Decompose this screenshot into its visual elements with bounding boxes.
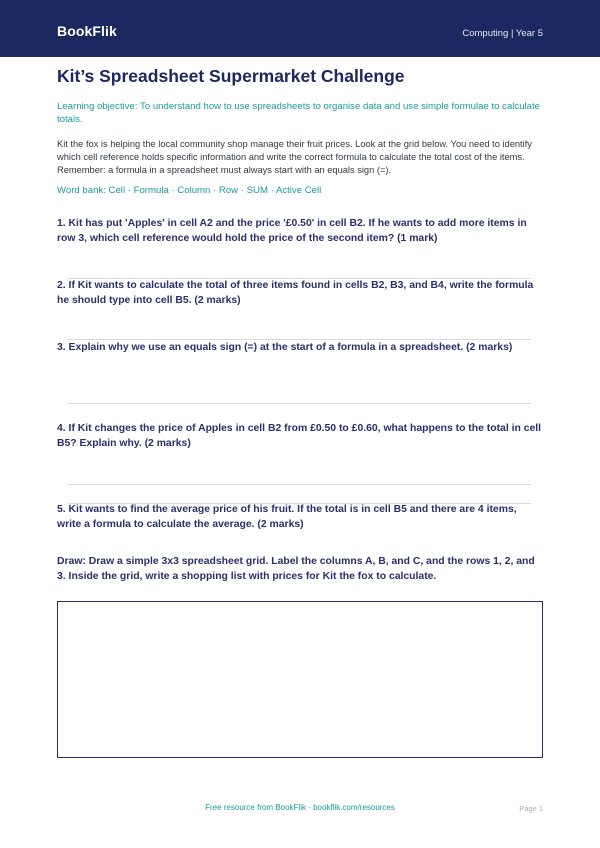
intro-paragraph: Kit the fox is helping the local community shop manage their fruit prices. Look at the grid below. You need to identify which cell reference holds specific information and write the correct formula to calculate the total cost of the items. Remember: a formula in a spreadsheet must always start with an equals sign (=). xyxy=(57,139,532,175)
question-5: 5. Kit wants to find the average price of his fruit. If the total is in cell B5 and there are 4 items, write a formula to calculate the average. (2 marks) xyxy=(57,504,517,530)
question-4: 4. If Kit changes the price of Apples in cell B2 from £0.50 to £0.60, what happens to the total in cell B5? Explain why. (2 marks) xyxy=(57,423,542,449)
footer-resource-text: Free resource from BookFlik · bookflik.com/resources xyxy=(205,803,395,812)
question-3: 3. Explain why we use an equals sign (=) at the start of a formula in a spreadsheet. (2 marks) xyxy=(57,342,513,353)
subject-year-label: Computing | Year 5 xyxy=(462,28,543,39)
page-header xyxy=(0,0,600,57)
word-bank: Word bank: Cell · Formula · Column · Row · SUM · Active Cell xyxy=(57,185,322,196)
learning-objective: Learning objective: To understand how to use spreadsheets to organise data and use simple formulae to calculate totals. xyxy=(57,101,541,125)
brand-logo-text: BookFlik xyxy=(57,23,117,39)
page-number: Page 1 xyxy=(519,804,543,813)
answer-line-4[interactable] xyxy=(68,484,531,485)
question-2: 2. If Kit wants to calculate the total of three items found in cells B2, B3, and B4, write the formula he should type into cell B5. (2 marks) xyxy=(57,280,534,306)
draw-task: Draw: Draw a simple 3x3 spreadsheet grid. Label the columns A, B, and C, and the rows 1, 2, and 3. Inside the grid, write a shopping list with prices for Kit the fox to calculate. xyxy=(57,556,535,582)
page-title: Kit’s Spreadsheet Supermarket Challenge xyxy=(57,66,405,86)
answer-line-3[interactable] xyxy=(68,403,531,404)
question-1: 1. Kit has put 'Apples' in cell A2 and the price '£0.50' in cell B2. If he wants to add more items in row 3, which cell reference would hold the price of the second item? (1 mark) xyxy=(57,218,527,244)
drawing-area[interactable] xyxy=(57,601,543,758)
